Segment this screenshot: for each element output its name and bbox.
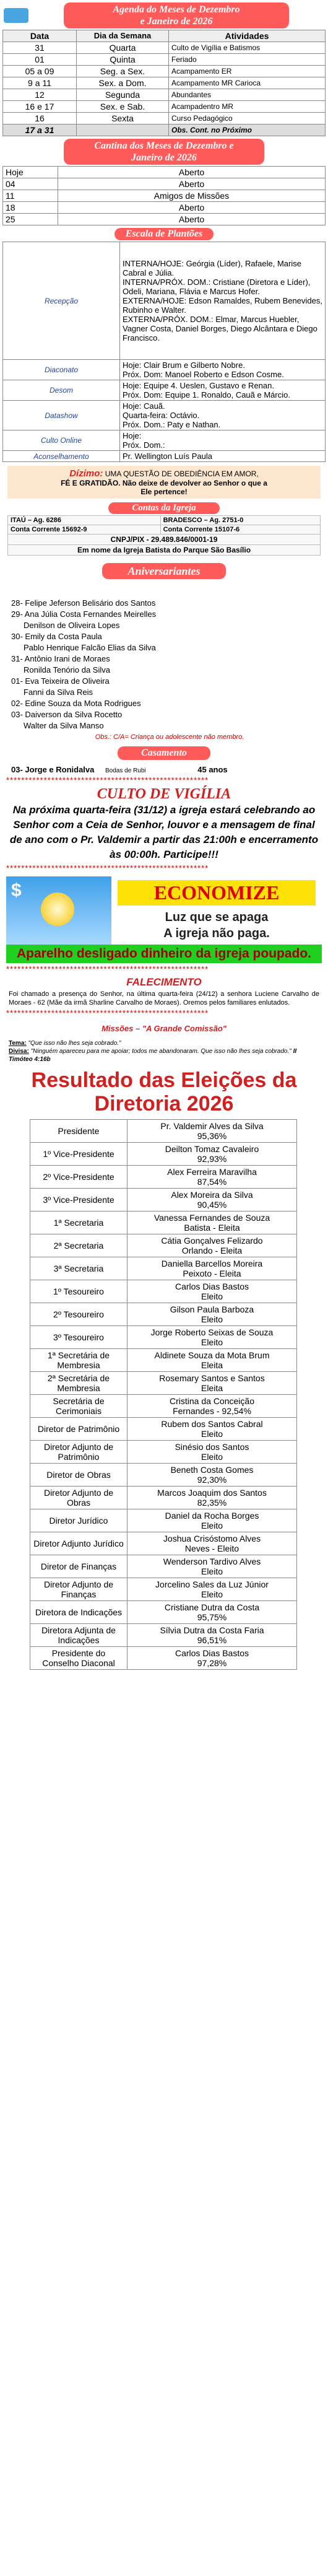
eleito-cell: Cristina da Conceição Fernandes - 92,54% <box>127 1395 297 1418</box>
list-item: Fanni da Silva Reis <box>24 688 93 697</box>
eleito-cell: Cátia Gonçalves Felizardo Orlando - Eleita <box>127 1234 297 1257</box>
cargo-cell: 2º Vice-Presidente <box>30 1166 127 1189</box>
list-item: 31- Antônio Irani de Moraes <box>11 654 110 663</box>
table-row <box>30 1464 297 1487</box>
agenda-row: 12 Segunda Abundantes <box>3 89 326 101</box>
table-row <box>30 1395 297 1418</box>
eleito-cell: Marcos Joaquim dos Santos 82,35% <box>127 1487 297 1509</box>
list-item: Ronilda Tenório da Silva <box>24 665 110 675</box>
list-item: 02- Edine Souza da Mota Rodrigues <box>11 699 141 708</box>
cantina-table <box>2 166 326 225</box>
resultado-title: Resultado das Eleições da Diretoria 2026 <box>31 1068 297 1116</box>
escala-row: Datashow Hoje: Cauã. Quarta-feira: Octávio. Próx. Dom.: Paty e Nathan. <box>3 401 326 430</box>
cargo-cell: Diretor Jurídico <box>30 1509 127 1532</box>
eleito-cell: Beneth Costa Gomes 92,30% <box>127 1464 297 1487</box>
divider: ****************************************************** <box>6 775 209 785</box>
table-row <box>30 1349 297 1372</box>
casamento-row: 03- Jorge e Ronidalva Bodas de Rubi 45 anos <box>11 765 228 774</box>
escala-row: Diaconato Hoje: Clair Brum e Gilberto Nobre. Próx. Dom: Manoel Roberto e Edson Cosme. <box>3 360 326 380</box>
eleito-cell: Alex Ferreira Maravilha 87,54% <box>127 1166 297 1189</box>
list-item: 03- Daiverson da Silva Rocetto <box>11 710 123 719</box>
table-row <box>30 1326 297 1349</box>
eleito-cell: Joshua Crisóstomo Alves Neves - Eleito <box>127 1532 297 1555</box>
falecimento-text: Foi chamado a presença do Senhor, na última quarta-feira (24/12) a senhora Luciene Carvalho de Moraes - 62 (Mãe da irmã Sharline Carvalho de Moraes). Oremos pelos familiares enlutados. <box>9 990 319 1006</box>
table-row <box>30 1487 297 1509</box>
eleito-cell: Jorge Roberto Seixas de Souza Eleito <box>127 1326 297 1349</box>
table-row <box>30 1647 297 1670</box>
agenda-row: 17 a 31 Obs. Cont. no Próximo <box>3 124 326 136</box>
cargo-cell: 3º Tesoureiro <box>30 1326 127 1349</box>
agenda-header-atividades: Atividades <box>169 30 326 42</box>
agenda-row: 01 Quinta Feriado <box>3 54 326 66</box>
casamento-title: Casamento <box>118 746 210 760</box>
cantina-row: 18 Aberto <box>3 202 326 214</box>
eleito-cell: Jorcelino Sales da Luz Júnior Eleito <box>127 1578 297 1601</box>
cargo-cell: 3ª Secretaria <box>30 1257 127 1280</box>
dizimo-box: Dízimo: UMA QUESTÃO DE OBEDIÊNCIA EM AMOR, FÉ E GRATIDÃO. Não deixe de devolver ao Senhor o que a Ele pertence! <box>7 466 321 499</box>
eleito-cell: Deilton Tomaz Cavaleiro 92,93% <box>127 1143 297 1166</box>
table-row <box>30 1601 297 1624</box>
falecimento-title: FALECIMENTO <box>126 976 202 988</box>
cargo-cell: Diretor de Obras <box>30 1464 127 1487</box>
aniversariantes-list <box>11 598 328 743</box>
tema-block: Tema: "Que isso não lhes seja cobrado." Divisa: "Ninguém apareceu para me apoiar; todos me abandonaram. Que isso não lhes seja cobrado." II Timóteo 4:16b <box>9 1040 297 1063</box>
cargo-cell: 2º Tesoureiro <box>30 1303 127 1326</box>
culto-text: Na próxima quarta-feira (31/12) a igreja estará celebrando ao Senhor com a Ceia de Senhor, louvor e a mensagem de final de ano com o Pr. Valdemir a partir das 21:00h e encerramento às 00:00h. Participe!!! <box>9 804 319 860</box>
resultado-table <box>30 1119 297 1670</box>
list-item: 28- Felipe Jeferson Belisário dos Santos <box>11 598 156 608</box>
eleito-cell: Aldinete Souza da Mota Brum Eleita <box>127 1349 297 1372</box>
economize-headline: ECONOMIZE <box>118 880 316 906</box>
agenda-row: 16 e 17 Sex. e Sab. Acampadentro MR <box>3 101 326 113</box>
contas-title: Contas da Igreja <box>108 502 220 514</box>
table-row <box>30 1120 297 1143</box>
eleito-cell: Pr. Valdemir Alves da Silva 95,36% <box>127 1120 297 1143</box>
list-item: Denilson de Oliveira Lopes <box>24 621 120 630</box>
agenda-title: Agenda do Meses de Dezembro e Janeiro de 2026 <box>64 2 289 28</box>
eleito-cell: Vanessa Fernandes de Souza Batista - Eleita <box>127 1212 297 1234</box>
list-item: Walter da Silva Manso <box>24 721 104 730</box>
economize-box: $ ECONOMIZE Luz que se apaga A igreja não paga. <box>6 876 322 945</box>
divider: ****************************************************** <box>6 1008 209 1018</box>
eleito-cell: Carlos Dias Bastos Eleito <box>127 1280 297 1303</box>
list-item: 30- Emily da Costa Paula <box>11 632 102 641</box>
cargo-cell: Diretor de Patrimônio <box>30 1418 127 1441</box>
agenda-header-data: Data <box>3 30 77 42</box>
table-row <box>30 1532 297 1555</box>
list-item: Pablo Henrique Falcão Elias da Silva <box>24 643 156 652</box>
table-row <box>30 1418 297 1441</box>
cargo-cell: Secretária de Cerimoniais <box>30 1395 127 1418</box>
aniversariantes-obs: Obs.: C/A= Criança ou adolescente não membro. <box>95 733 244 741</box>
list-item: 29- Ana Júlia Costa Fernandes Meirelles <box>11 609 157 619</box>
cargo-cell: 1º Vice-Presidente <box>30 1143 127 1166</box>
agenda-table <box>2 30 326 136</box>
agenda-row: 9 a 11 Sex. a Dom. Acampamento MR Carioca <box>3 77 326 89</box>
escala-title: Escala de Plantões <box>114 228 214 240</box>
table-row <box>30 1257 297 1280</box>
cargo-cell: Diretora de Indicações <box>30 1601 127 1624</box>
table-row <box>30 1555 297 1578</box>
cargo-cell: Diretor Adjunto Jurídico <box>30 1532 127 1555</box>
agenda-row: 31 Quarta Culto de Vigília e Batismos <box>3 42 326 54</box>
cantina-title: Cantina dos Meses de Dezembro e Janeiro de 2026 <box>64 139 264 165</box>
cargo-cell: 1º Tesoureiro <box>30 1280 127 1303</box>
table-row <box>30 1303 297 1326</box>
cargo-cell: Diretor Adjunto de Patrimônio <box>30 1441 127 1464</box>
money-image <box>6 876 111 945</box>
cargo-cell: Presidente <box>30 1120 127 1143</box>
dollar-icon: $ <box>11 880 22 901</box>
agenda-header-dia: Dia da Semana <box>77 30 169 42</box>
cargo-cell: 3º Vice-Presidente <box>30 1189 127 1212</box>
table-row <box>30 1212 297 1234</box>
escala-row: Culto Online Hoje: Próx. Dom.: <box>3 430 326 451</box>
table-row <box>30 1578 297 1601</box>
cargo-cell: 2ª Secretaria <box>30 1234 127 1257</box>
eleito-cell: Alex Moreira da Silva 90,45% <box>127 1189 297 1212</box>
light-icon <box>41 893 74 926</box>
eleito-cell: Carlos Dias Bastos 97,28% <box>127 1647 297 1670</box>
table-row <box>30 1509 297 1532</box>
cantina-row: 25 Aberto <box>3 214 326 225</box>
escala-table <box>2 242 326 462</box>
economize-banner: Aparelho desligado dinheiro da igreja poupado. <box>6 945 322 963</box>
eleito-cell: Sinésio dos Santos Eleito <box>127 1441 297 1464</box>
cantina-row: Hoje Aberto <box>3 167 326 178</box>
escala-row: Desom Hoje: Equipe 4. Ueslen, Gustavo e Renan. Próx. Dom: Equipe 1. Ronaldo, Cauã e Márcio. <box>3 380 326 401</box>
eleito-cell: Daniel da Rocha Borges Eleito <box>127 1509 297 1532</box>
table-row <box>30 1143 297 1166</box>
cargo-cell: Diretor de Finanças <box>30 1555 127 1578</box>
eleito-cell: Rosemary Santos e Santos Eleita <box>127 1372 297 1395</box>
agenda-row: 05 a 09 Seg. a Sex. Acampamento ER <box>3 66 326 77</box>
culto-title: CULTO DE VIGÍLIA <box>97 786 231 802</box>
escala-row: Aconselhamento Pr. Wellington Luís Paula <box>3 451 326 462</box>
table-row <box>30 1166 297 1189</box>
cargo-cell: 1ª Secretária de Membresia <box>30 1349 127 1372</box>
missoes-title: Missões – "A Grande Comissão" <box>101 1024 227 1033</box>
divider: ****************************************************** <box>6 964 209 974</box>
table-row <box>30 1234 297 1257</box>
table-row <box>30 1189 297 1212</box>
cargo-cell: Diretor Adjunto de Obras <box>30 1487 127 1509</box>
table-row <box>30 1624 297 1647</box>
cargo-cell: 1ª Secretaria <box>30 1212 127 1234</box>
cargo-cell: Diretora Adjunta de Indicações <box>30 1624 127 1647</box>
table-row <box>30 1441 297 1464</box>
cargo-cell: Diretor Adjunto de Finanças <box>30 1578 127 1601</box>
eleito-cell: Rubem dos Santos Cabral Eleito <box>127 1418 297 1441</box>
book-icon <box>4 8 28 23</box>
cantina-row: 11 Amigos de Missões <box>3 190 326 202</box>
table-row <box>30 1280 297 1303</box>
eleito-cell: Daniella Barcellos Moreira Peixoto - Eleita <box>127 1257 297 1280</box>
cargo-cell: 2ª Secretária de Membresia <box>30 1372 127 1395</box>
aniversariantes-title: Aniversariantes <box>102 563 226 579</box>
contas-table: ITAÚ – Ag. 6286 BRADESCO – Ag. 2751-0 Conta Corrente 15692-9 Conta Corrente 15107-6 CNPJ/PIX - 29.489.846/0001-19 Em nome da Igreja Batista do Parque São Basílio <box>7 515 321 556</box>
eleito-cell: Cristiane Dutra da Costa 95,75% <box>127 1601 297 1624</box>
eleito-cell: Sílvia Dutra da Costa Faria 96,51% <box>127 1624 297 1647</box>
cantina-row: 04 Aberto <box>3 178 326 190</box>
table-row <box>30 1372 297 1395</box>
eleito-cell: Wenderson Tardivo Alves Eleito <box>127 1555 297 1578</box>
divider: ****************************************************** <box>6 863 209 873</box>
eleito-cell: Gilson Paula Barboza Eleito <box>127 1303 297 1326</box>
escala-row: Recepção INTERNA/HOJE: Geórgia (Líder), Rafaele, Marise Cabral e Júlia. INTERNA/PRÓX. DOM.: Cristiane (Diretora e Líder), Odeli, Mariana, Flávia e Marcus Hofer. EXTERNA/HOJE: Edson Ramaldes, Rubem Benevides, Rubinho e Walter. EXTERNA/PRÓX. DOM.: Elmar, Marcus Huebler, Vagner Costa, Daniel Borges, Diego Alcântara e Diego Francisco. <box>3 242 326 360</box>
list-item: 01- Eva Teixeira de Oliveira <box>11 676 110 686</box>
agenda-row: 16 Sexta Curso Pedagógico <box>3 113 326 124</box>
cargo-cell: Presidente do Conselho Diaconal <box>30 1647 127 1670</box>
